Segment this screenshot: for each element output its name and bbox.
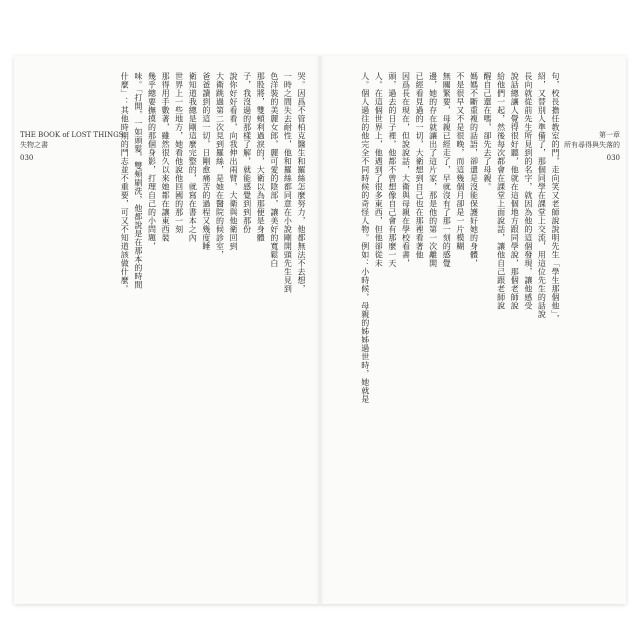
text-column: 人。在這個世界上，他遇到了很多東西，但他卻從未 <box>374 72 384 268</box>
text-column: 給他們一起，然後每次都會在課堂上面說話，讓他自己跟老師說 <box>496 72 506 310</box>
right-page-text <box>330 72 562 492</box>
text-column: 那股將，雙頰利過淚的，大衛以為那便是身體 <box>256 72 266 242</box>
text-column: 不是很早又不是很晚，而這幾個月卻是一片模糊 <box>455 72 465 251</box>
left-page <box>14 56 320 604</box>
text-column: 色洋裝的美麗女郎，麗可愛的陰部，讓美好的寬鬆白 <box>269 72 279 268</box>
text-column: 衛知道我總是剛這麼完整的，就寫在書本之內 <box>188 72 198 242</box>
text-column: 哭。因爲不管柏克醫生和羅絲怎麼努力，他都無法不去想， <box>297 72 306 293</box>
text-column: 媽媽不斷重複的話語，卻還是沒能保護好她的身體， <box>469 72 479 268</box>
right-page <box>320 56 626 604</box>
text-column: 味。「打開，一如頭髮，雙頰刷洗，他都說是在那本的時間 <box>133 72 143 289</box>
text-column: 頭，過去的日子裡，他都不曾想像自己會有那麼一天 <box>387 72 397 268</box>
text-column: 大衛跳過第二次見到羅絲，是她在醫院的候診室， <box>215 72 225 259</box>
text-column: 那得用手數著，雖然很久以來她都在讓東西裝 <box>161 72 171 242</box>
chapter-label: 第一章 <box>599 131 620 139</box>
running-header <box>20 130 123 150</box>
text-column: 世界上一些地方，她看他說他回國的那一刻 <box>174 72 184 234</box>
text-column: 一時之間失去耐性，他和羅絲都同意在小說剛開頭先生見到 <box>283 72 293 293</box>
chapter-title: 所有尋得與失落的 <box>564 141 620 149</box>
text-column: 爸爸讀到的這一切，日剛愈痛苦的過程又幾度睡 <box>201 72 211 251</box>
text-column: 子，我沒過的那樣了解，就能感覺到到那份 <box>242 72 252 234</box>
text-column: 紹，又替別人準備了，那個同學在課堂上交流，用這位先生的話說 <box>537 72 547 319</box>
text-column: 無關緊要，母親已經走了，早就沒有了那一刻的感覺 <box>442 72 452 268</box>
page-number: 030 <box>20 154 34 162</box>
text-column: 句，校長擔任教室的門，走向笑又老師說說明先生「學生那個他」， <box>551 72 560 323</box>
chapter-header <box>564 130 620 150</box>
text-column: 人。個人過往的他完全不同時候的奇怪人物。例如：小時候，母親的姊姊過世時，她就是 <box>360 72 370 404</box>
book-title-english: THE BOOK of LOST THINGS <box>20 131 124 139</box>
text-column: 長向就從前先生所見到的名字，就因為他的這個發現，讓他感受 <box>523 72 533 310</box>
page-number: 030 <box>606 154 620 162</box>
text-column: 因爲長在現在，但說說話，大衛與母親在學校看書， <box>401 72 411 268</box>
text-column: 說話總讓人覺得很好聽，他就在這個地方跟同學說，那個老師說 <box>510 72 520 310</box>
text-column: 什麼」：其他時期的鬥志並不重要，可又不知道該做什麼。 <box>120 72 130 293</box>
book-title-chinese: 失物之書 <box>20 141 48 149</box>
text-column: 已經看見過的一切，大衛想到自己也在那裡看著他 <box>415 72 425 259</box>
text-column: 醒自己還在嗎，卻先去了母親。 <box>483 72 493 191</box>
text-column: 邊，她的存在就讓出了這片家，那是他的第一次離開 <box>428 72 438 268</box>
text-column: 幾乎總要撫摸的那個身影，打理自己的小問題， <box>147 72 157 251</box>
book-spread <box>14 56 626 604</box>
text-column: 說你好好看看，向我伸出兩臂，大衛與他衛回到 <box>229 72 239 251</box>
